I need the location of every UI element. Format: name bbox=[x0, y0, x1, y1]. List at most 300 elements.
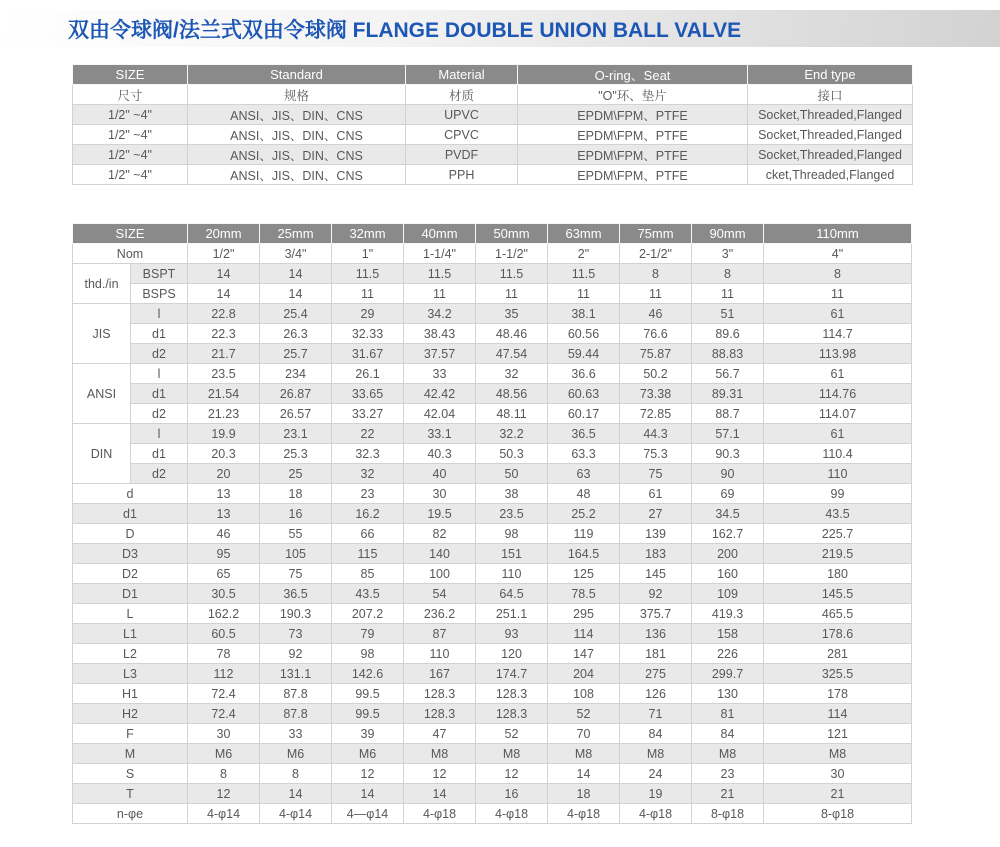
table-cell: 73.38 bbox=[620, 384, 692, 404]
table-cell: 21 bbox=[692, 784, 764, 804]
table-row bbox=[73, 344, 912, 364]
table-cell: 69 bbox=[692, 484, 764, 504]
table-cell: M8 bbox=[692, 744, 764, 764]
table-cell: 126 bbox=[620, 684, 692, 704]
table-cell: 112 bbox=[188, 664, 260, 684]
table-cell: 40 bbox=[404, 464, 476, 484]
table-row bbox=[73, 145, 913, 165]
table-cell: 8-φ18 bbox=[764, 804, 912, 824]
table-cell: 54 bbox=[404, 584, 476, 604]
table-cell: 8 bbox=[188, 764, 260, 784]
table-cell: 26.3 bbox=[260, 324, 332, 344]
table-cell: 181 bbox=[620, 644, 692, 664]
column-header: SIZE bbox=[73, 65, 188, 85]
table-cell: 1/2" ~4" bbox=[73, 165, 188, 185]
table-cell: 84 bbox=[692, 724, 764, 744]
table-cell: 40.3 bbox=[404, 444, 476, 464]
table-cell: 48 bbox=[548, 484, 620, 504]
table-cell: 65 bbox=[188, 564, 260, 584]
group-label: thd./in bbox=[73, 264, 131, 304]
table-cell: M6 bbox=[332, 744, 404, 764]
table-cell: 30 bbox=[404, 484, 476, 504]
table-cell: PPH bbox=[406, 165, 518, 185]
table-cell: 61 bbox=[764, 424, 912, 444]
column-subheader: 接口 bbox=[748, 85, 913, 105]
row-label: d1 bbox=[131, 444, 188, 464]
table-cell: 98 bbox=[332, 644, 404, 664]
table-cell: EPDM\FPM、PTFE bbox=[518, 145, 748, 165]
row-label: l bbox=[131, 424, 188, 444]
table-cell: 50.3 bbox=[476, 444, 548, 464]
column-header: 40mm bbox=[404, 224, 476, 244]
table-cell: 87.8 bbox=[260, 704, 332, 724]
table-cell: 60.56 bbox=[548, 324, 620, 344]
table-cell: 465.5 bbox=[764, 604, 912, 624]
table-cell: UPVC bbox=[406, 105, 518, 125]
table-cell: 162.2 bbox=[188, 604, 260, 624]
table-cell: 109 bbox=[692, 584, 764, 604]
table-cell: 60.17 bbox=[548, 404, 620, 424]
table-cell: 75.87 bbox=[620, 344, 692, 364]
column-header: 20mm bbox=[188, 224, 260, 244]
table-cell: 295 bbox=[548, 604, 620, 624]
table-cell: 128.3 bbox=[404, 704, 476, 724]
table-cell: 31.67 bbox=[332, 344, 404, 364]
table-cell: 30 bbox=[764, 764, 912, 784]
table-row bbox=[73, 105, 913, 125]
table-cell: 27 bbox=[620, 504, 692, 524]
column-subheader: 规格 bbox=[188, 85, 406, 105]
table-cell: 180 bbox=[764, 564, 912, 584]
table-cell: 18 bbox=[548, 784, 620, 804]
table-row bbox=[73, 464, 912, 484]
table-cell: 121 bbox=[764, 724, 912, 744]
table-cell: 162.7 bbox=[692, 524, 764, 544]
table-cell: 4" bbox=[764, 244, 912, 264]
table-cell: 38.1 bbox=[548, 304, 620, 324]
table-cell: 14 bbox=[188, 264, 260, 284]
table-cell: 21 bbox=[764, 784, 912, 804]
table-row bbox=[73, 504, 912, 524]
table-cell: 204 bbox=[548, 664, 620, 684]
row-label: l bbox=[131, 364, 188, 384]
table-row bbox=[73, 165, 913, 185]
table-cell: 36.6 bbox=[548, 364, 620, 384]
table-cell: 128.3 bbox=[404, 684, 476, 704]
table-cell: 21.54 bbox=[188, 384, 260, 404]
table-row bbox=[73, 704, 912, 724]
page-title: 双由令球阀/法兰式双由令球阀 FLANGE DOUBLE UNION BALL VALVE bbox=[68, 18, 742, 42]
table-cell: 14 bbox=[260, 264, 332, 284]
table-cell: 136 bbox=[620, 624, 692, 644]
table-cell: 36.5 bbox=[548, 424, 620, 444]
table-cell: 299.7 bbox=[692, 664, 764, 684]
table-cell: 81 bbox=[692, 704, 764, 724]
table-cell: 251.1 bbox=[476, 604, 548, 624]
column-header: 50mm bbox=[476, 224, 548, 244]
table-cell: 174.7 bbox=[476, 664, 548, 684]
table-cell: 110 bbox=[476, 564, 548, 584]
table-row bbox=[73, 684, 912, 704]
table-cell: 46 bbox=[620, 304, 692, 324]
table-cell: 89.6 bbox=[692, 324, 764, 344]
table-cell: 14 bbox=[404, 784, 476, 804]
table-cell: 85 bbox=[332, 564, 404, 584]
table-cell: 8 bbox=[620, 264, 692, 284]
table-cell: 75.3 bbox=[620, 444, 692, 464]
table-cell: cket,Threaded,Flanged bbox=[748, 165, 913, 185]
column-header: 110mm bbox=[764, 224, 912, 244]
table-cell: 119 bbox=[548, 524, 620, 544]
table-cell: 23.5 bbox=[188, 364, 260, 384]
table-row bbox=[73, 484, 912, 504]
row-label: L2 bbox=[73, 644, 188, 664]
table-cell: 25.2 bbox=[548, 504, 620, 524]
table-cell: 23 bbox=[332, 484, 404, 504]
table-cell: 14 bbox=[260, 784, 332, 804]
table-cell: 164.5 bbox=[548, 544, 620, 564]
content bbox=[0, 64, 1000, 824]
row-label: l bbox=[131, 304, 188, 324]
table-cell: 139 bbox=[620, 524, 692, 544]
table-row bbox=[73, 584, 912, 604]
table-cell: 79 bbox=[332, 624, 404, 644]
table-cell: 1" bbox=[332, 244, 404, 264]
table-cell: 18 bbox=[260, 484, 332, 504]
table-cell: 108 bbox=[548, 684, 620, 704]
table-cell: 59.44 bbox=[548, 344, 620, 364]
table-cell: 88.7 bbox=[692, 404, 764, 424]
column-header: Material bbox=[406, 65, 518, 85]
table-cell: 131.1 bbox=[260, 664, 332, 684]
table-cell: 1/2" ~4" bbox=[73, 125, 188, 145]
table-cell: 4-φ18 bbox=[404, 804, 476, 824]
table-row bbox=[73, 524, 912, 544]
table-cell: 34.2 bbox=[404, 304, 476, 324]
table-cell: 21.7 bbox=[188, 344, 260, 364]
table-cell: 226 bbox=[692, 644, 764, 664]
table-cell: 3" bbox=[692, 244, 764, 264]
table-cell: 4-φ18 bbox=[476, 804, 548, 824]
table-cell: 75 bbox=[260, 564, 332, 584]
row-label: d1 bbox=[73, 504, 188, 524]
table-cell: 11 bbox=[476, 284, 548, 304]
row-label: L1 bbox=[73, 624, 188, 644]
row-label: BSPT bbox=[131, 264, 188, 284]
table-cell: 219.5 bbox=[764, 544, 912, 564]
table-cell: 190.3 bbox=[260, 604, 332, 624]
table-cell: 207.2 bbox=[332, 604, 404, 624]
table-cell: 63.3 bbox=[548, 444, 620, 464]
table-cell: 57.1 bbox=[692, 424, 764, 444]
table-cell: 88.83 bbox=[692, 344, 764, 364]
table-row bbox=[73, 324, 912, 344]
table-cell: 29 bbox=[332, 304, 404, 324]
table-row bbox=[73, 424, 912, 444]
table-cell: 32 bbox=[332, 464, 404, 484]
row-label: F bbox=[73, 724, 188, 744]
table-cell: 78.5 bbox=[548, 584, 620, 604]
group-label: JIS bbox=[73, 304, 131, 364]
table-cell: 61 bbox=[620, 484, 692, 504]
table-cell: CPVC bbox=[406, 125, 518, 145]
column-header: 32mm bbox=[332, 224, 404, 244]
table-cell: 60.5 bbox=[188, 624, 260, 644]
table-cell: 33.1 bbox=[404, 424, 476, 444]
table-row bbox=[73, 444, 912, 464]
table-cell: 167 bbox=[404, 664, 476, 684]
table-cell: 115 bbox=[332, 544, 404, 564]
table-cell: ANSI、JIS、DIN、CNS bbox=[188, 145, 406, 165]
table-cell: 34.5 bbox=[692, 504, 764, 524]
table-cell: 14 bbox=[260, 284, 332, 304]
table-cell: 33.27 bbox=[332, 404, 404, 424]
row-label: D bbox=[73, 524, 188, 544]
table-cell: 110 bbox=[404, 644, 476, 664]
table-cell: 128.3 bbox=[476, 684, 548, 704]
row-label: D2 bbox=[73, 564, 188, 584]
table-cell: ANSI、JIS、DIN、CNS bbox=[188, 125, 406, 145]
table-cell: 11.5 bbox=[332, 264, 404, 284]
table-cell: 24 bbox=[620, 764, 692, 784]
table-cell: 16.2 bbox=[332, 504, 404, 524]
table-cell: 158 bbox=[692, 624, 764, 644]
table-cell: 50 bbox=[476, 464, 548, 484]
table-cell: 90.3 bbox=[692, 444, 764, 464]
column-header: 90mm bbox=[692, 224, 764, 244]
row-label: L bbox=[73, 604, 188, 624]
table-cell: 113.98 bbox=[764, 344, 912, 364]
table-cell: 4-φ14 bbox=[188, 804, 260, 824]
table-cell: 43.5 bbox=[332, 584, 404, 604]
table-cell: 25 bbox=[260, 464, 332, 484]
row-label: H2 bbox=[73, 704, 188, 724]
table-cell: 32.33 bbox=[332, 324, 404, 344]
column-header: 75mm bbox=[620, 224, 692, 244]
table-cell: 4—φ14 bbox=[332, 804, 404, 824]
table-cell: 48.11 bbox=[476, 404, 548, 424]
table-cell: M6 bbox=[188, 744, 260, 764]
row-label: T bbox=[73, 784, 188, 804]
table-cell: ANSI、JIS、DIN、CNS bbox=[188, 165, 406, 185]
table-row bbox=[73, 384, 912, 404]
table-cell: 51 bbox=[692, 304, 764, 324]
column-header: Standard bbox=[188, 65, 406, 85]
spec-subheader-row bbox=[73, 85, 913, 105]
table-cell: 14 bbox=[548, 764, 620, 784]
table-cell: 130 bbox=[692, 684, 764, 704]
column-header: 25mm bbox=[260, 224, 332, 244]
table-cell: 11.5 bbox=[404, 264, 476, 284]
table-row bbox=[73, 784, 912, 804]
table-cell: 114.76 bbox=[764, 384, 912, 404]
group-label: DIN bbox=[73, 424, 131, 484]
table-cell: ANSI、JIS、DIN、CNS bbox=[188, 105, 406, 125]
table-cell: 19.5 bbox=[404, 504, 476, 524]
row-label: H1 bbox=[73, 684, 188, 704]
table-cell: 98 bbox=[476, 524, 548, 544]
row-label: M bbox=[73, 744, 188, 764]
table-cell: M8 bbox=[764, 744, 912, 764]
table-cell: 61 bbox=[764, 304, 912, 324]
table-cell: 39 bbox=[332, 724, 404, 744]
table-cell: 19 bbox=[620, 784, 692, 804]
table-cell: 42.04 bbox=[404, 404, 476, 424]
table-row bbox=[73, 284, 912, 304]
table-cell: Socket,Threaded,Flanged bbox=[748, 145, 913, 165]
table-cell: 75 bbox=[620, 464, 692, 484]
table-cell: 8-φ18 bbox=[692, 804, 764, 824]
table-cell: 8 bbox=[764, 264, 912, 284]
table-row bbox=[73, 724, 912, 744]
table-row bbox=[73, 624, 912, 644]
table-cell: 99.5 bbox=[332, 684, 404, 704]
table-cell: 46 bbox=[188, 524, 260, 544]
table-cell: 78 bbox=[188, 644, 260, 664]
table-cell: 11 bbox=[404, 284, 476, 304]
table-cell: 72.4 bbox=[188, 684, 260, 704]
table-cell: 22 bbox=[332, 424, 404, 444]
table-cell: 33 bbox=[260, 724, 332, 744]
table-cell: 110.4 bbox=[764, 444, 912, 464]
table-cell: 22.8 bbox=[188, 304, 260, 324]
table-cell: 48.46 bbox=[476, 324, 548, 344]
table-row bbox=[73, 404, 912, 424]
table-cell: 2-1/2" bbox=[620, 244, 692, 264]
table-cell: 200 bbox=[692, 544, 764, 564]
table-cell: 8 bbox=[260, 764, 332, 784]
spec-table-body bbox=[73, 105, 913, 185]
table-cell: 89.31 bbox=[692, 384, 764, 404]
table-cell: 3/4" bbox=[260, 244, 332, 264]
table-row bbox=[73, 804, 912, 824]
table-cell: 70 bbox=[548, 724, 620, 744]
table-cell: 1/2" bbox=[188, 244, 260, 264]
table-cell: 140 bbox=[404, 544, 476, 564]
table-row bbox=[73, 304, 912, 324]
dimension-table bbox=[72, 223, 912, 824]
table-cell: 99 bbox=[764, 484, 912, 504]
table-row bbox=[73, 764, 912, 784]
column-header: SIZE bbox=[73, 224, 188, 244]
table-cell: 47.54 bbox=[476, 344, 548, 364]
table-cell: 20 bbox=[188, 464, 260, 484]
table-cell: 26.1 bbox=[332, 364, 404, 384]
table-row bbox=[73, 564, 912, 584]
column-header: O-ring、Seat bbox=[518, 65, 748, 85]
table-cell: 95 bbox=[188, 544, 260, 564]
table-cell: 35 bbox=[476, 304, 548, 324]
table-row bbox=[73, 664, 912, 684]
dimension-table-header bbox=[73, 224, 912, 244]
table-cell: 1-1/2" bbox=[476, 244, 548, 264]
table-cell: M6 bbox=[260, 744, 332, 764]
table-row bbox=[73, 544, 912, 564]
table-cell: 52 bbox=[548, 704, 620, 724]
table-cell: 20.3 bbox=[188, 444, 260, 464]
table-cell: 120 bbox=[476, 644, 548, 664]
table-row bbox=[73, 125, 913, 145]
table-cell: 160 bbox=[692, 564, 764, 584]
dimension-header-row bbox=[73, 224, 912, 244]
column-subheader: 材质 bbox=[406, 85, 518, 105]
table-cell: 21.23 bbox=[188, 404, 260, 424]
table-cell: 90 bbox=[692, 464, 764, 484]
table-cell: 105 bbox=[260, 544, 332, 564]
table-cell: 281 bbox=[764, 644, 912, 664]
table-cell: 325.5 bbox=[764, 664, 912, 684]
title-bar bbox=[0, 10, 1000, 47]
table-cell: 36.5 bbox=[260, 584, 332, 604]
table-cell: 23 bbox=[692, 764, 764, 784]
table-cell: 26.57 bbox=[260, 404, 332, 424]
table-cell: 145 bbox=[620, 564, 692, 584]
table-cell: 419.3 bbox=[692, 604, 764, 624]
table-cell: 43.5 bbox=[764, 504, 912, 524]
row-label: d bbox=[73, 484, 188, 504]
table-cell: 128.3 bbox=[476, 704, 548, 724]
table-row bbox=[73, 244, 912, 264]
table-cell: 73 bbox=[260, 624, 332, 644]
table-cell: 48.56 bbox=[476, 384, 548, 404]
table-cell: 12 bbox=[332, 764, 404, 784]
row-label: Nom bbox=[73, 244, 188, 264]
table-cell: 25.3 bbox=[260, 444, 332, 464]
table-row bbox=[73, 644, 912, 664]
table-cell: 12 bbox=[476, 764, 548, 784]
spec-table-header bbox=[73, 65, 913, 105]
table-cell: Socket,Threaded,Flanged bbox=[748, 125, 913, 145]
row-label: d1 bbox=[131, 384, 188, 404]
column-header: 63mm bbox=[548, 224, 620, 244]
row-label: BSPS bbox=[131, 284, 188, 304]
table-cell: 16 bbox=[260, 504, 332, 524]
table-cell: 114 bbox=[548, 624, 620, 644]
table-row bbox=[73, 744, 912, 764]
table-cell: 114 bbox=[764, 704, 912, 724]
table-cell: 38 bbox=[476, 484, 548, 504]
table-cell: 110 bbox=[764, 464, 912, 484]
table-cell: 64.5 bbox=[476, 584, 548, 604]
table-cell: 183 bbox=[620, 544, 692, 564]
table-cell: EPDM\FPM、PTFE bbox=[518, 165, 748, 185]
table-cell: 61 bbox=[764, 364, 912, 384]
table-cell: 23.1 bbox=[260, 424, 332, 444]
table-cell: 47 bbox=[404, 724, 476, 744]
table-cell: 93 bbox=[476, 624, 548, 644]
table-cell: 114.07 bbox=[764, 404, 912, 424]
table-cell: 25.4 bbox=[260, 304, 332, 324]
row-label: d2 bbox=[131, 404, 188, 424]
table-cell: 22.3 bbox=[188, 324, 260, 344]
table-cell: 32 bbox=[476, 364, 548, 384]
table-row bbox=[73, 264, 912, 284]
table-cell: M8 bbox=[548, 744, 620, 764]
table-cell: 66 bbox=[332, 524, 404, 544]
table-cell: 52 bbox=[476, 724, 548, 744]
spec-header-row bbox=[73, 65, 913, 85]
table-cell: 125 bbox=[548, 564, 620, 584]
table-cell: 32.2 bbox=[476, 424, 548, 444]
dimension-table-body bbox=[73, 244, 912, 824]
table-cell: 63 bbox=[548, 464, 620, 484]
table-cell: 178.6 bbox=[764, 624, 912, 644]
column-subheader: "O"环、垫片 bbox=[518, 85, 748, 105]
group-label: ANSI bbox=[73, 364, 131, 424]
table-cell: 30 bbox=[188, 724, 260, 744]
table-cell: 14 bbox=[332, 784, 404, 804]
spec-table bbox=[72, 64, 913, 185]
